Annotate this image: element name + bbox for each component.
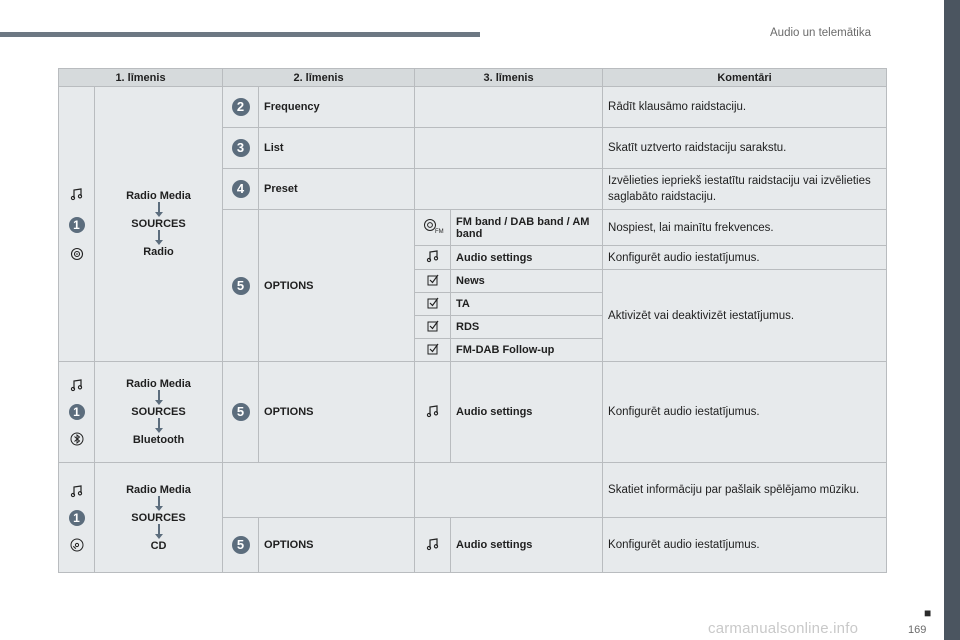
side-strip (944, 0, 960, 640)
step-badge: 5 (232, 403, 250, 421)
arrow-down-icon (154, 390, 164, 406)
music-note-icon (70, 187, 84, 201)
audio-settings-label: Audio settings (451, 362, 603, 463)
checkbox-icon (427, 343, 439, 355)
level1-path (95, 463, 223, 573)
path-sources: SOURCES (131, 218, 186, 230)
list-label: List (259, 128, 415, 169)
path-radio-media: Radio Media (126, 483, 191, 496)
step-badge: 5 (232, 277, 250, 295)
empty-cell (415, 169, 603, 210)
path-sources: SOURCES (131, 406, 186, 418)
level1-icons (59, 87, 95, 362)
step-badge: 1 (69, 404, 85, 420)
page-number: 169 (908, 624, 927, 636)
arrow-down-icon (154, 202, 164, 218)
svg-text:FM: FM (434, 229, 444, 234)
preset-label: Preset (259, 169, 415, 210)
cd-icon (70, 538, 84, 552)
music-note-icon (426, 404, 440, 418)
table-row (59, 362, 887, 463)
path-radio: Radio (143, 246, 174, 258)
path-bluetooth: Bluetooth (132, 434, 185, 446)
page-marker: ■ (924, 606, 932, 620)
step-badge: 4 (232, 180, 250, 198)
checkbox-icon (427, 320, 439, 332)
comment: Konfigurēt audio iestatījumus. (603, 246, 887, 270)
radio-fm-icon (422, 218, 444, 234)
arrow-down-icon (154, 418, 164, 434)
music-note-icon (426, 537, 440, 551)
options-label: OPTIONS (259, 518, 415, 573)
path-sources: SOURCES (131, 511, 186, 524)
empty-cell (415, 87, 603, 128)
arrow-down-icon (154, 230, 164, 246)
col-level2: 2. līmenis (223, 69, 415, 87)
step-badge: 3 (232, 139, 250, 157)
news-label: News (451, 270, 603, 293)
comment: Skatīt uztverto raidstaciju sarakstu. (603, 128, 887, 169)
bluetooth-icon (70, 432, 84, 446)
music-note-icon (70, 484, 84, 498)
comment: Rādīt klausāmo raidstaciju. (603, 87, 887, 128)
music-note-icon (70, 378, 84, 392)
section-title: Audio un telemātika (770, 27, 872, 39)
level1-path (95, 87, 223, 362)
step-badge: 2 (232, 98, 250, 116)
music-note-icon (426, 249, 440, 263)
comment: Nospiest, lai mainītu frekvences. (603, 210, 887, 246)
header-row (59, 69, 887, 87)
checkbox-icon (427, 297, 439, 309)
comment: Konfigurēt audio iestatījumus. (603, 362, 887, 463)
path-cd: CD (150, 539, 167, 552)
rds-label: RDS (451, 316, 603, 339)
level1-path (95, 362, 223, 463)
level1-icons (59, 463, 95, 573)
comment: Izvēlieties iepriekš iestatītu raidstaciju vai izvēlieties saglabāto raidstaciju. (603, 169, 887, 210)
empty-cell (415, 128, 603, 169)
table-row (59, 463, 887, 518)
options-label: OPTIONS (259, 362, 415, 463)
path-radio-media: Radio Media (126, 378, 191, 390)
audio-settings-label: Audio settings (451, 518, 603, 573)
comment: Konfigurēt audio iestatījumus. (603, 518, 887, 573)
step-badge: 1 (69, 510, 85, 526)
comment: Aktivizēt vai deaktivizēt iestatījumus. (603, 270, 887, 362)
empty-cell (415, 463, 603, 518)
options-label: OPTIONS (259, 210, 415, 362)
level1-icons (59, 362, 95, 463)
checkbox-icon (427, 274, 439, 286)
table-row (59, 87, 887, 128)
ta-label: TA (451, 293, 603, 316)
col-comments: Komentāri (603, 69, 887, 87)
watermark: carmanualsonline.info (708, 620, 859, 637)
step-badge: 1 (69, 217, 85, 233)
col-level1: 1. līmenis (59, 69, 223, 87)
audio-settings-label: Audio settings (451, 246, 603, 270)
menu-table (58, 68, 887, 573)
fm-dab-label: FM-DAB Follow-up (451, 339, 603, 362)
arrow-down-icon (154, 524, 164, 540)
arrow-down-icon (154, 496, 164, 512)
comment: Skatiet informāciju par pašlaik spēlējamo mūziku. (603, 463, 887, 518)
frequency-label: Frequency (259, 87, 415, 128)
top-rule (0, 32, 480, 37)
radio-icon (70, 247, 84, 261)
empty-cell (223, 463, 415, 518)
path-radio-media: Radio Media (126, 190, 191, 202)
col-level3: 3. līmenis (415, 69, 603, 87)
fm-band-label: FM band / DAB band / AM band (451, 210, 603, 246)
step-badge: 5 (232, 536, 250, 554)
